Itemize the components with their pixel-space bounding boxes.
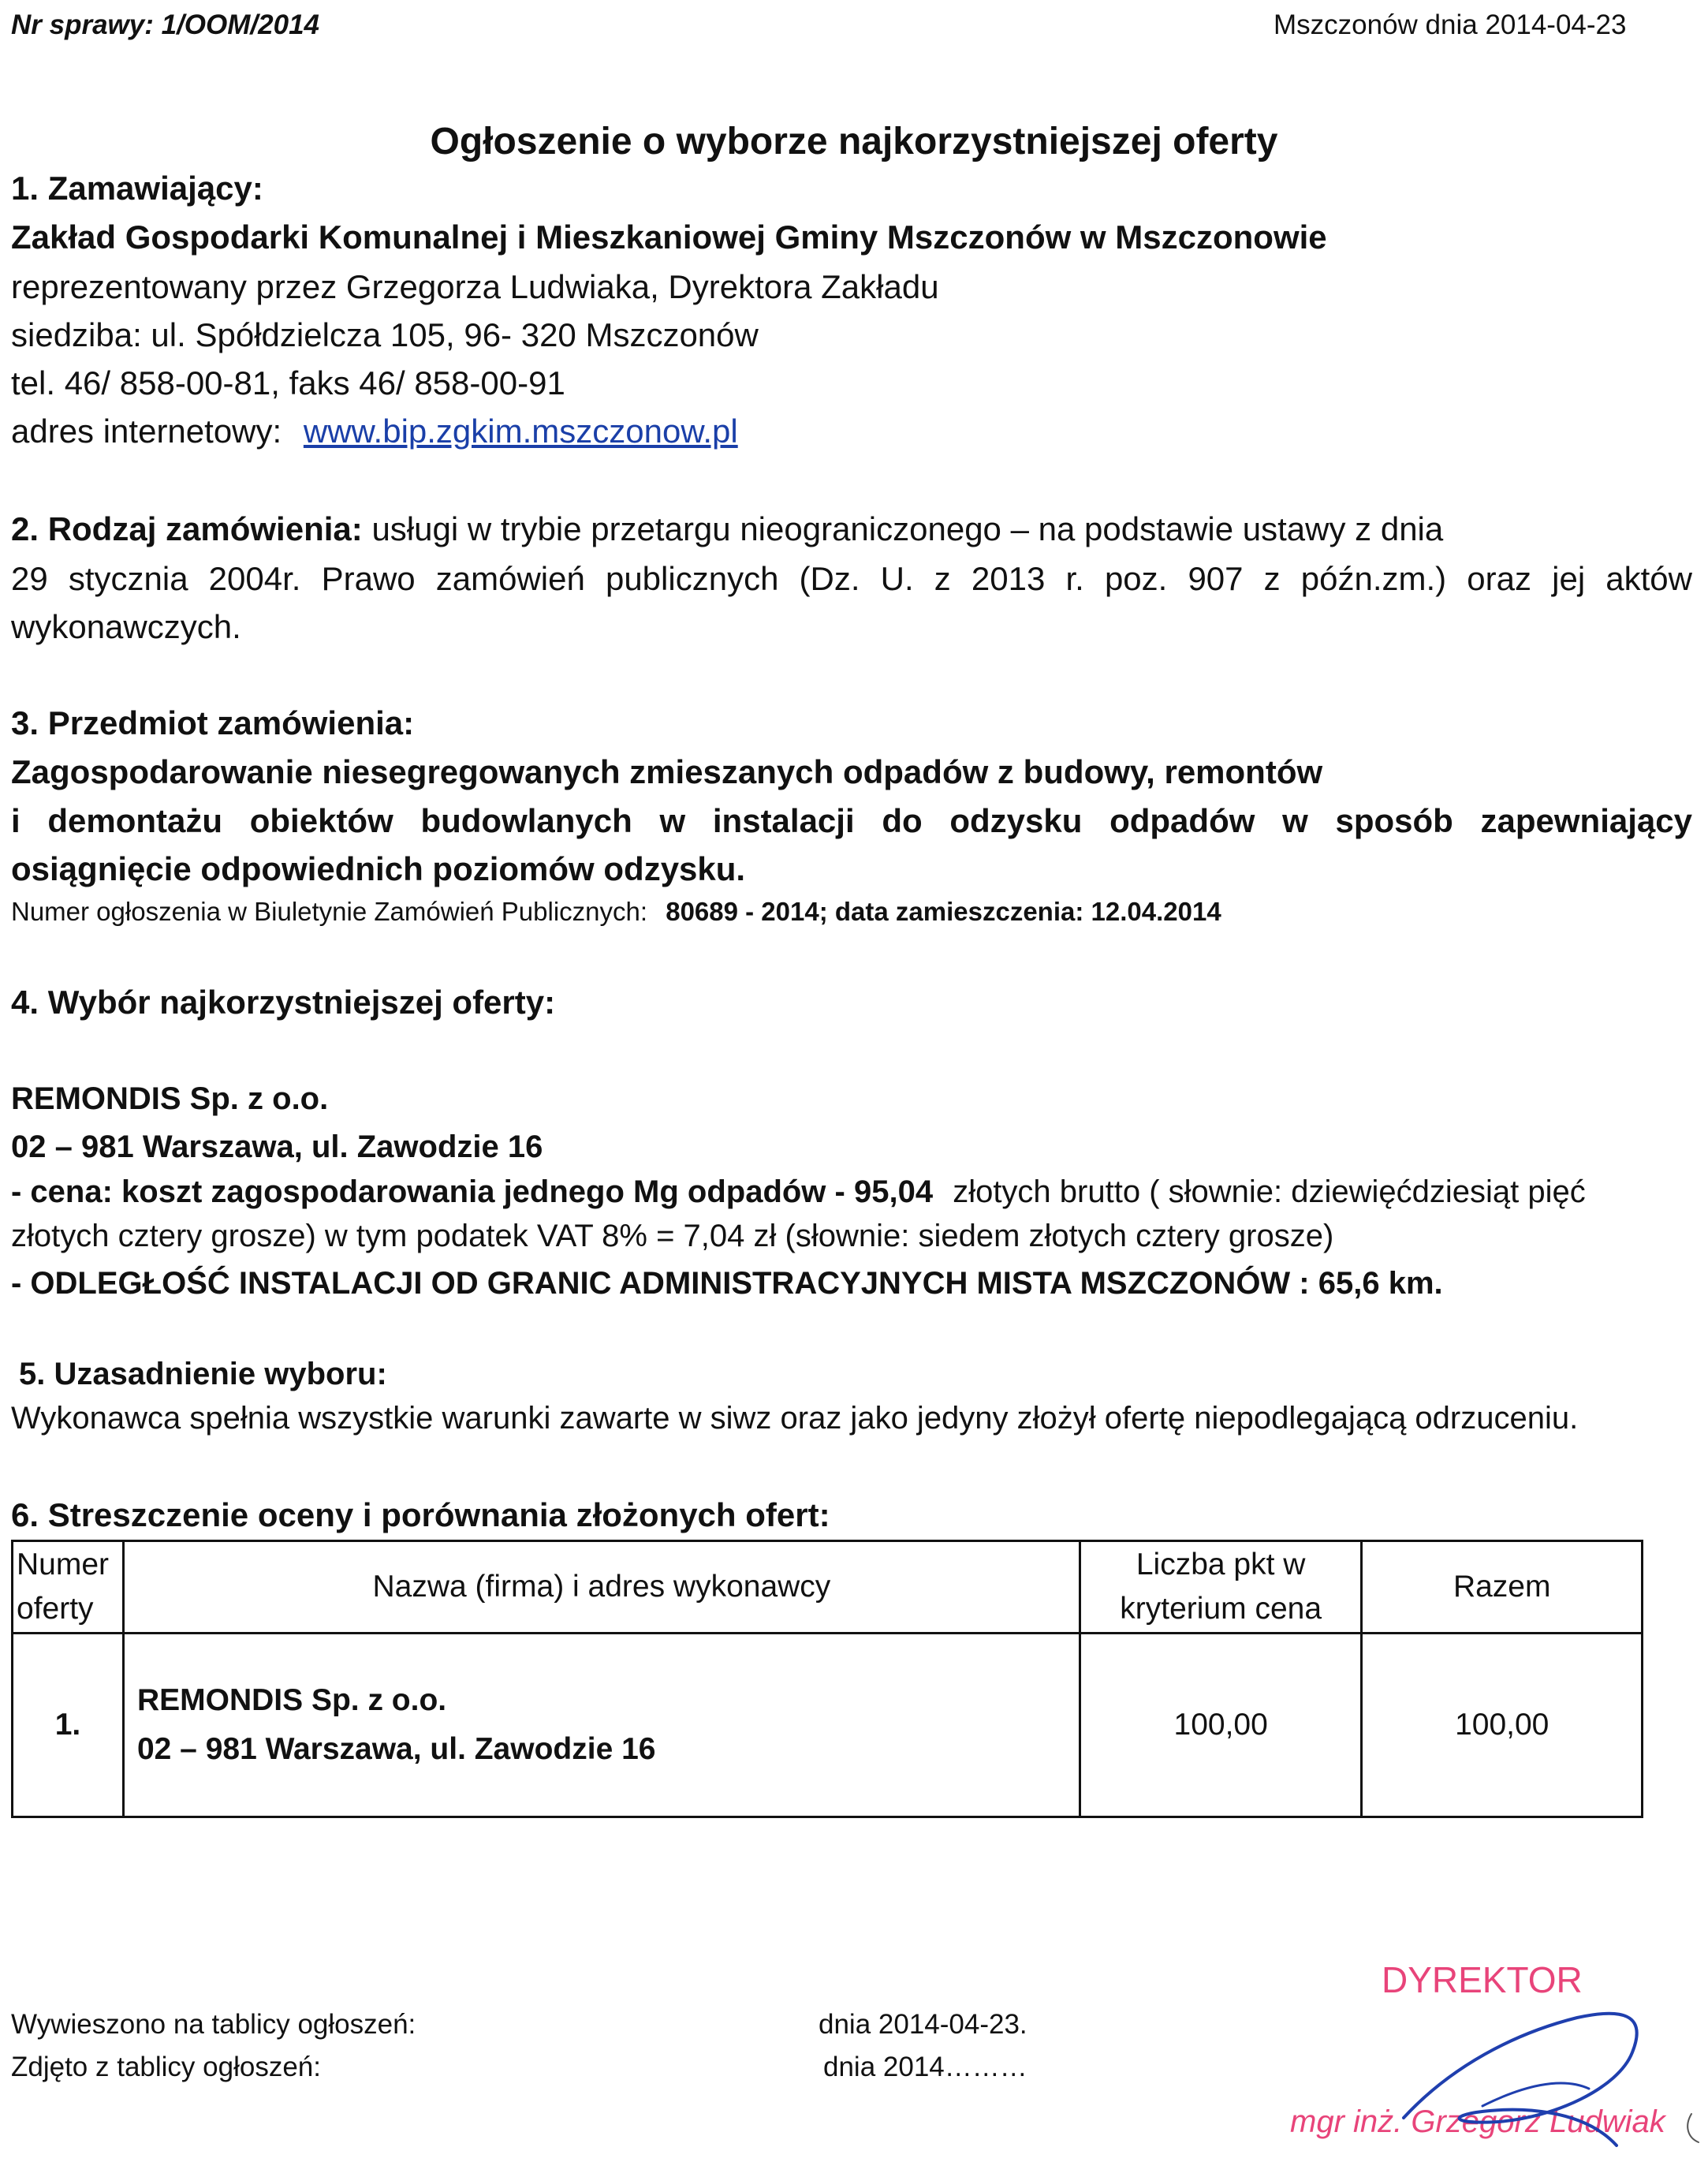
distance-line: - ODLEGŁOŚĆ INSTALACJI OD GRANIC ADMINISTRACYJNYCH MISTA MSZCZONÓW : 65,6 km. (11, 1266, 1443, 1301)
posted-date: dnia 2014-04-23. (819, 2009, 1027, 2040)
bulletin-label: Numer ogłoszenia w Biuletynie Zamówień Publicznych: (11, 897, 648, 926)
subject-line1: Zagospodarowanie niesegregowanych zmieszanych odpadów z budowy, remontów (11, 753, 1323, 790)
web-address-label: adres internetowy: (11, 413, 282, 450)
winner-company: REMONDIS Sp. z o.o. (11, 1081, 329, 1116)
removed-label: Zdjęto z tablicy ogłoszeń: (11, 2052, 321, 2082)
seat-address: siedziba: ul. Spółdzielcza 105, 96- 320 Mszczonów (11, 316, 759, 353)
table-row (13, 1634, 1643, 1817)
winner-address: 02 – 981 Warszawa, ul. Zawodzie 16 (11, 1130, 543, 1164)
web-address-link[interactable]: www.bip.zgkim.mszczonow.pl (303, 413, 738, 450)
section2-heading: 2. Rodzaj zamówienia: (11, 510, 363, 547)
col-number-header-line2: oferty (17, 1592, 94, 1626)
row-company: REMONDIS Sp. z o.o. (136, 1683, 447, 1717)
section6-heading: 6. Streszczenie oceny i porównania złożonych ofert: (11, 1496, 830, 1533)
offers-table (11, 1540, 1643, 1818)
section3-heading: 3. Przedmiot zamówienia: (11, 704, 415, 741)
section2-line1 (11, 505, 1443, 554)
representative: reprezentowany przez Grzegorza Ludwiaka, Dyrektora Zakładu (11, 268, 939, 305)
col-number-header-line1: Numer (17, 1548, 110, 1581)
col-number-header (13, 1541, 124, 1634)
order-type: usługi w trybie przetargu nieograniczonego – na podstawie ustawy z dnia (371, 510, 1444, 547)
price-line2: złotych cztery grosze) w tym podatek VAT 8% = 7,04 zł (słownie: siedem złotych cztery grosze) (11, 1219, 1334, 1253)
col-points-header-line2: kryterium cena (1120, 1592, 1322, 1626)
removed-date: dnia 2014……… (823, 2052, 1027, 2082)
section2-line2: 29 stycznia 2004r. Prawo zamówień publicznych (Dz. U. z 2013 r. poz. 907 z późn.zm.) oraz jej aktów (11, 560, 1692, 597)
row-total: 100,00 (1362, 1634, 1643, 1817)
section1-heading: 1. Zamawiający: (11, 170, 263, 207)
col-points-header-line1: Liczba pkt w (1136, 1548, 1306, 1581)
section4-heading: 4. Wybór najkorzystniejszej oferty: (11, 984, 556, 1021)
bulletin-notice (11, 891, 1221, 932)
price-bold: - cena: koszt zagospodarowania jednego Mg odpadów - 95,04 (11, 1174, 934, 1209)
phone-fax: tel. 46/ 858-00-81, faks 46/ 858-00-91 (11, 364, 565, 401)
page-title: Ogłoszenie o wyborze najkorzystniejszej oferty (430, 121, 1278, 162)
col-total-header: Razem (1362, 1541, 1643, 1634)
ordering-party-name: Zakład Gospodarki Komunalnej i Mieszkaniowej Gminy Mszczonów w Mszczonowie (11, 218, 1327, 256)
subject-line3: osiągnięcie odpowiednich poziomów odzysku. (11, 850, 746, 887)
justification-text: Wykonawca spełnia wszystkie warunki zawarte w siwz oraz jako jedyny złożył ofertę niepodlegającą odrzuceniu. (11, 1401, 1579, 1436)
section2-line3: wykonawczych. (11, 608, 241, 645)
row-points: 100,00 (1080, 1634, 1362, 1817)
bulletin-value: 80689 - 2014; data zamieszczenia: 12.04.2014 (666, 897, 1221, 926)
posted-label: Wywieszono na tablicy ogłoszeń: (11, 2009, 416, 2040)
stamp-title: DYREKTOR (1382, 1959, 1583, 2000)
row-company-cell (123, 1634, 1080, 1817)
col-points-header (1080, 1541, 1362, 1634)
price-rest: złotych brutto ( słownie: dziewięćdziesiąt pięć (953, 1174, 1586, 1209)
row-address: 02 – 981 Warszawa, ul. Zawodzie 16 (136, 1732, 656, 1766)
row-number: 1. (13, 1634, 124, 1817)
section5-heading: 5. Uzasadnienie wyboru: (19, 1357, 387, 1391)
table-header-row (13, 1541, 1643, 1634)
web-address-line (11, 407, 738, 456)
price-line1 (11, 1168, 1586, 1215)
case-number: Nr sprawy: 1/OOM/2014 (11, 9, 319, 40)
stamp-name: mgr inż. Grzegorz Ludwiak (1290, 2104, 1665, 2139)
place-date: Mszczonów dnia 2014-04-23 (1274, 9, 1627, 40)
subject-line2: i demontażu obiektów budowlanych w instalacji do odzysku odpadów w sposób zapewniający (11, 802, 1692, 839)
signature-graphic (1388, 1988, 1703, 2157)
col-name-header: Nazwa (firma) i adres wykonawcy (123, 1541, 1080, 1634)
